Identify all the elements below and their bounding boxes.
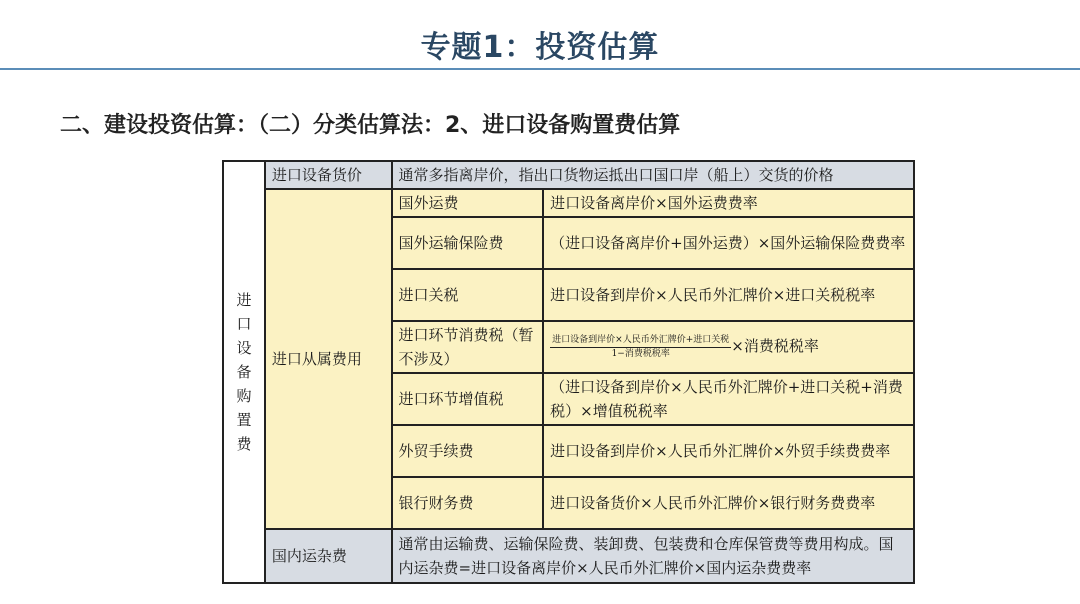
main-label-char: 设	[236, 339, 252, 357]
table-row-fob	[223, 161, 914, 189]
domestic-freight-label: 国内运杂费	[265, 529, 392, 583]
fob-label: 进口设备货价	[265, 161, 392, 189]
fee-formula	[543, 321, 914, 373]
domestic-freight-description: 通常由运输费、运输保险费、装卸费、包装费和仓库保管费等费用构成。国内运杂费=进口设备离岸价×人民币外汇牌价×国内运杂费费率	[392, 529, 914, 583]
fee-name: 国外运费	[392, 189, 544, 217]
table-row	[223, 189, 914, 217]
fee-name: 进口环节增值税	[392, 373, 544, 425]
fob-description: 通常多指离岸价，指出口货物运抵出口国口岸（船上）交货的价格	[392, 161, 914, 189]
import-equipment-cost-table	[222, 160, 915, 584]
fee-formula: 进口设备货价×人民币外汇牌价×银行财务费费率	[543, 477, 914, 529]
consumption-tax-fraction	[550, 335, 731, 360]
main-label-char: 置	[236, 411, 252, 429]
fraction-denominator: 1−消费税税率	[611, 348, 670, 359]
fee-formula: （进口设备到岸价×人民币外汇牌价+进口关税+消费税）×增值税税率	[543, 373, 914, 425]
fee-name: 进口环节消费税（暂不涉及）	[392, 321, 544, 373]
formula-suffix: ×消费税税率	[731, 337, 819, 356]
fee-formula: 进口设备离岸价×国外运费费率	[543, 189, 914, 217]
fraction-numerator: 进口设备到岸价×人民币外汇牌价+进口关税	[550, 335, 731, 348]
ancillary-fees-label: 进口从属费用	[265, 189, 392, 529]
section-heading: 二、建设投资估算：（二）分类估算法：2、进口设备购置费估算	[60, 113, 681, 138]
main-label-char: 口	[236, 315, 252, 333]
fee-name: 国外运输保险费	[392, 217, 544, 269]
fee-formula: 进口设备到岸价×人民币外汇牌价×进口关税税率	[543, 269, 914, 321]
fee-formula: （进口设备离岸价+国外运费）×国外运输保险费费率	[543, 217, 914, 269]
main-label-char: 备	[236, 363, 252, 381]
fee-name: 进口关税	[392, 269, 544, 321]
main-label-char: 进	[236, 291, 252, 309]
fee-name: 外贸手续费	[392, 425, 544, 477]
main-label-char: 费	[236, 435, 252, 453]
fee-name: 银行财务费	[392, 477, 544, 529]
main-label-char: 购	[236, 387, 252, 405]
title-divider	[0, 68, 1080, 70]
slide-title: 专题1：投资估算	[420, 30, 660, 65]
fee-formula: 进口设备到岸价×人民币外汇牌价×外贸手续费费率	[543, 425, 914, 477]
table-row-domestic	[223, 529, 914, 583]
main-label-cell	[223, 161, 265, 583]
